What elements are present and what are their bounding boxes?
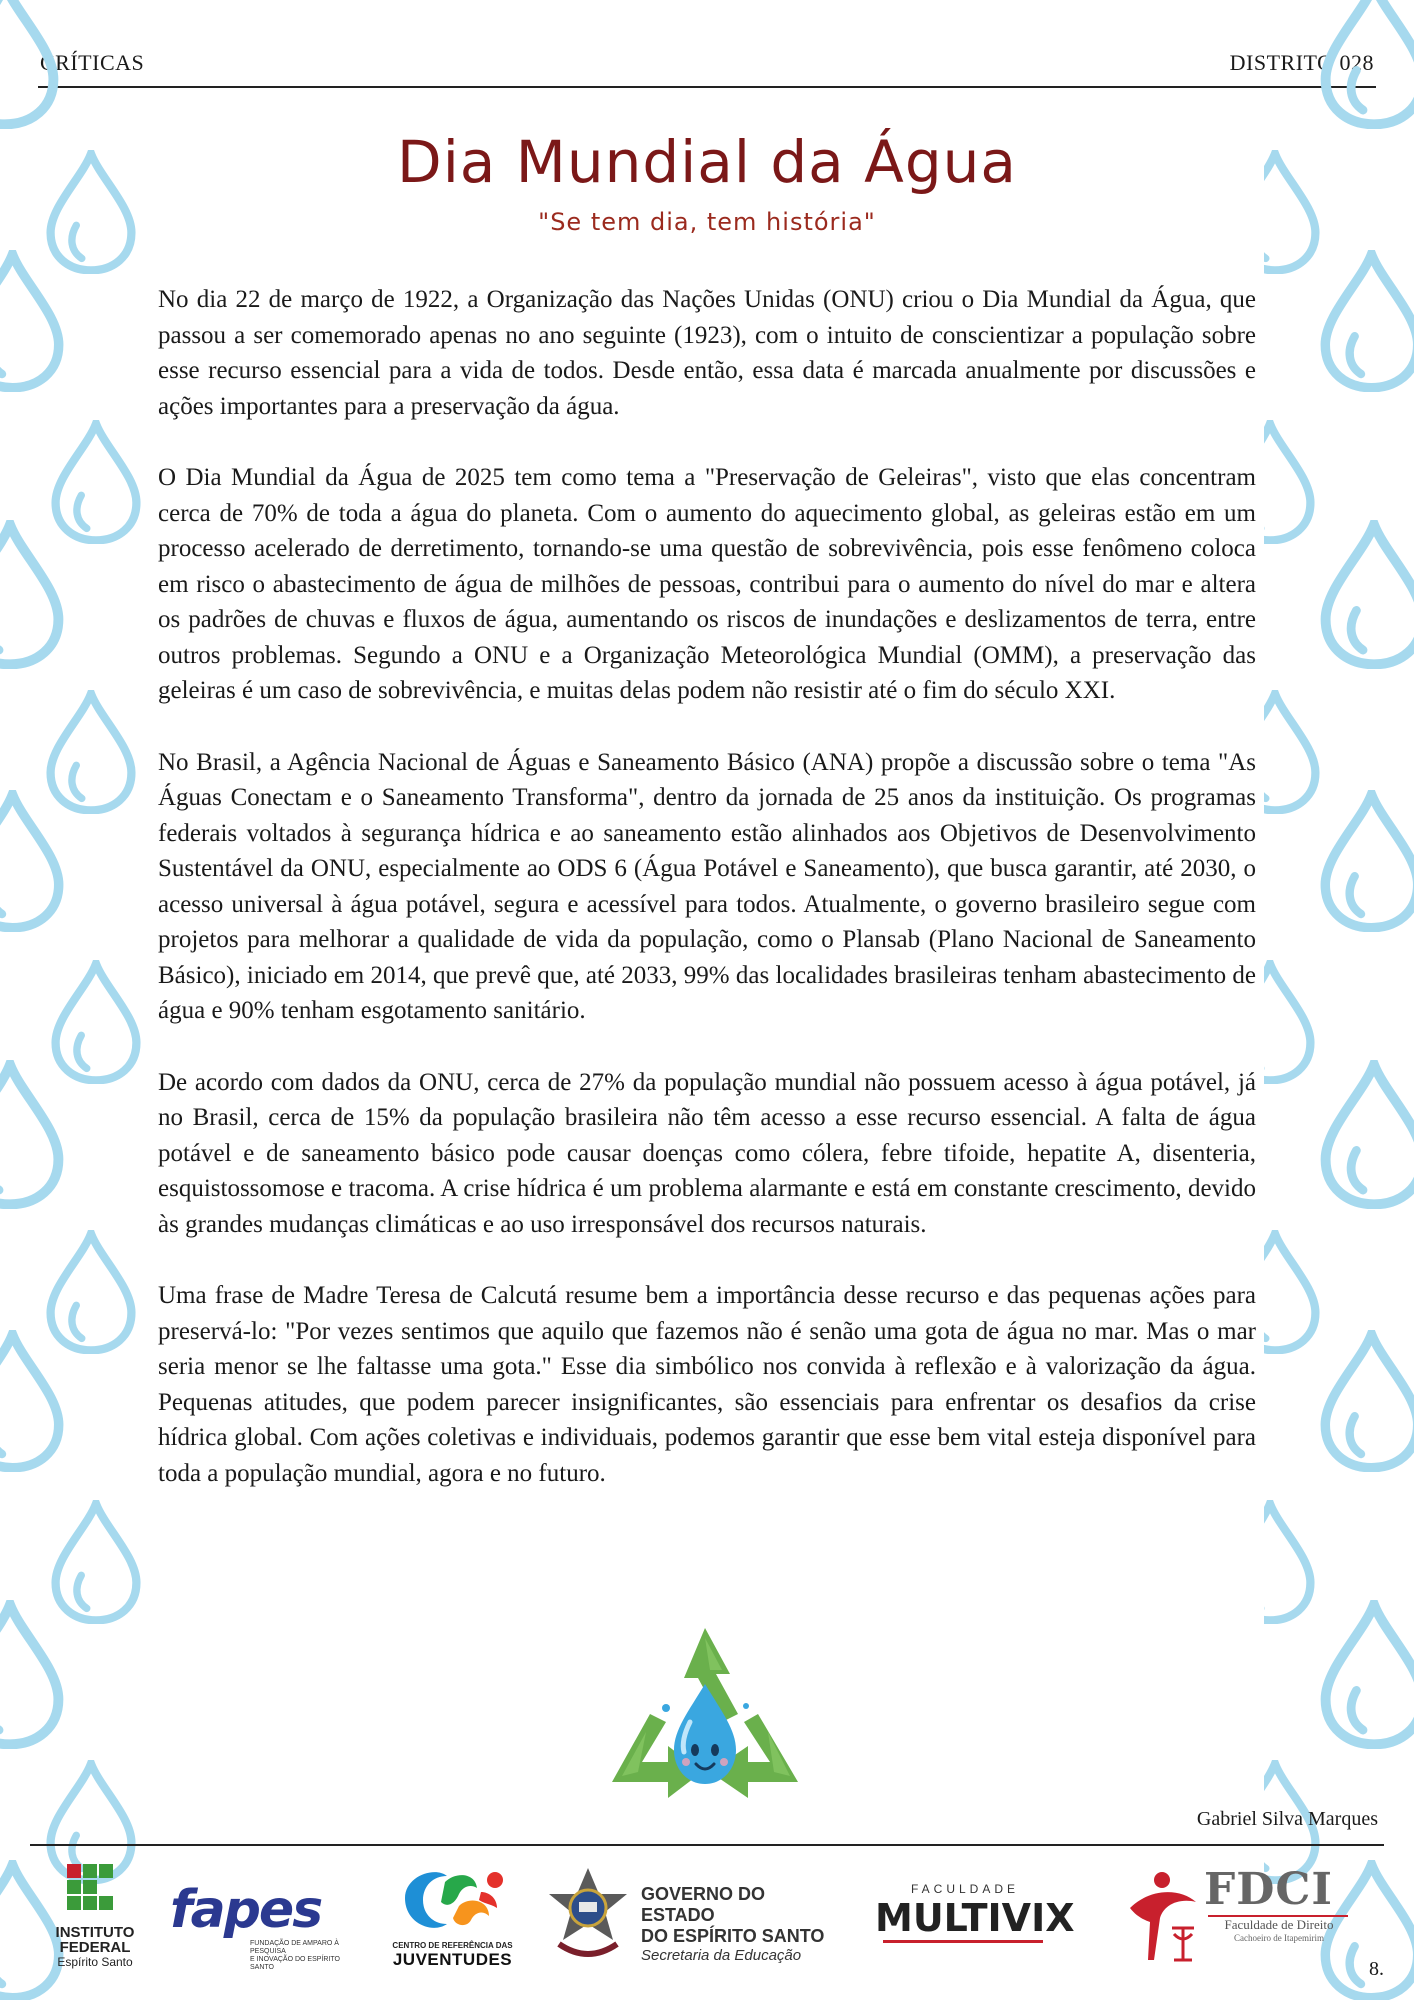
water-drop-icon: [1264, 690, 1321, 819]
governo-line2: DO ESPÍRITO SANTO: [641, 1926, 825, 1946]
water-drop-icon: [1264, 1230, 1321, 1359]
footer-logos: [40, 1862, 1354, 1972]
fdci-logo: [1120, 1862, 1360, 1972]
fdci-sub2: Cachoeiro de Itapemirim: [1234, 1933, 1324, 1943]
multivix-logo: [875, 1862, 1075, 1972]
ifes-grid-icon: [40, 1862, 150, 1920]
ifes-line1: INSTITUTO: [55, 1924, 135, 1941]
fapes-sub1: FUNDAÇÃO DE AMPARO À PESQUISA: [250, 1940, 339, 1955]
ifes-line3: Espírito Santo: [57, 1955, 133, 1969]
water-drop-icon: [1319, 0, 1414, 134]
multivix-small: FACULDADE: [910, 1882, 1020, 1896]
paragraph: De acordo com dados da ONU, cerca de 27% da população mundial não possuem acesso à água potável, já no Brasil, cerca de 15% da população brasileira não têm acesso a esse recurso essencial. A falta de água potável e de saneamento básico pode causar doenças como cólera, febre tifoide, hepatite A, disenteria, esquistossomose e tracoma. A crise hídrica é um problema alarmante e está em constante crescimento, devido às grandes mudanças climáticas e ao uso irresponsável dos recursos naturais.: [158, 1068, 1256, 1238]
fapes-wordmark: fapes: [170, 1880, 322, 1940]
governo-line1: GOVERNO DO ESTADO: [641, 1884, 766, 1925]
water-drop-icon: [0, 250, 65, 397]
water-drop-icon: [1319, 790, 1414, 937]
footer-divider: [30, 1844, 1384, 1846]
fdci-wordmark: FDCI: [1204, 1864, 1333, 1915]
water-drop-icon: [0, 1600, 65, 1754]
ifes-logo: [40, 1862, 150, 1972]
multivix-underline: [883, 1940, 1043, 1943]
water-drop-icon: [1319, 1600, 1414, 1754]
water-drop-icon: [0, 0, 60, 134]
ifes-line2: FEDERAL: [59, 1939, 131, 1956]
author-name: Gabriel Silva Marques: [1196, 1808, 1378, 1830]
left-drops-decoration: [0, 0, 150, 2000]
district-label: DISTRITO 028: [1229, 50, 1374, 75]
crj-symbol-icon: [385, 1862, 520, 1936]
page-number: 8.: [1369, 1958, 1384, 1980]
water-drop-icon: [1264, 420, 1316, 549]
governo-line3: Secretaria da Educação: [641, 1947, 802, 1964]
governo-es-logo: [545, 1862, 835, 1972]
water-drop-icon: [1264, 960, 1316, 1089]
section-label: CRÍTICAS: [40, 50, 145, 75]
water-drop-icon: [1319, 1060, 1414, 1214]
water-drop-icon: [1319, 1330, 1414, 1477]
page-subtitle: "Se tem dia, tem história": [538, 208, 876, 236]
article-body: [158, 282, 1256, 1527]
fdci-sub: Faculdade de Direito: [1224, 1917, 1334, 1932]
fapes-logo: [170, 1862, 360, 1972]
water-drop-icon: [0, 1060, 65, 1214]
water-drop-icon: [0, 1330, 65, 1477]
recycle-water-drop-illustration: [598, 1622, 812, 1812]
crj-sub: CENTRO DE REFERÊNCIA DAS: [392, 1941, 513, 1950]
water-drop-icon: [1319, 250, 1414, 397]
water-drop-icon: [1264, 1500, 1316, 1629]
water-drop-icon: [1319, 520, 1414, 674]
water-drop-icon: [0, 520, 65, 674]
page-title: Dia Mundial da Água: [397, 128, 1017, 196]
scales-of-justice-icon: [1120, 1868, 1200, 1968]
paragraph: No Brasil, a Agência Nacional de Águas e Saneamento Básico (ANA) propõe a discussão sobre o tema "As Águas Conectam e o Saneamento Transforma", dentro da jornada de 25 anos da instituição. Os programas federais voltados à segurança hídrica e ao saneamento estão alinhados aos Objetivos de Desenvolvimento Sustentável da ONU, especialmente ao ODS 6 (Água Potável e Saneamento), que busca garantir, até 2030, o acesso universal à água potável, segura e acessível para todos. Atualmente, o governo brasileiro segue com projetos para melhorar a qualidade de vida da população, como o Plansab (Plano Nacional de Saneamento Básico), iniciado em 2014, que prevê que, até 2033, 99% das localidades brasileiras tenham abastecimento de água e 90% tenham esgotamento sanitário.: [158, 748, 1256, 1024]
crj-logo: [385, 1862, 520, 1972]
water-drop-icon: [0, 790, 65, 937]
paragraph: No dia 22 de março de 1922, a Organização das Nações Unidas (ONU) criou o Dia Mundial da Água, que passou a ser comemorado apenas no ano seguinte (1923), com o intuito de conscientizar a população sobre esse recurso essencial para a vida de todos. Desde então, essa data é marcada anualmente por discussões e ações importantes para a preservação da água.: [158, 286, 1256, 420]
multivix-wordmark: MULTIVIX: [875, 1896, 1075, 1940]
crj-main: JUVENTUDES: [392, 1950, 513, 1969]
state-coat-of-arms-icon: [545, 1864, 631, 1968]
right-drops-decoration: [1264, 0, 1414, 2000]
page-header: [38, 50, 1376, 88]
paragraph: Uma frase de Madre Teresa de Calcutá resume bem a importância desse recurso e das pequenas ações para preservá-lo: "Por vezes sentimos que aquilo que fazemos não é senão uma gota de água no mar. Mas o mar seria menor se lhe faltasse uma gota." Esse dia simbólico nos convida à reflexão e à valorização da água. Pequenas atitudes, que podem parecer insignificantes, são essenciais para enfrentar os desafios da crise hídrica global. Com ações coletivas e individuais, podemos garantir que esse bem vital esteja disponível para toda a população mundial, agora e no futuro.: [158, 1282, 1256, 1487]
fapes-sub2: E INOVAÇÃO DO ESPÍRITO SANTO: [250, 1956, 340, 1971]
paragraph: O Dia Mundial da Água de 2025 tem como tema a "Preservação de Geleiras", visto que elas concentram cerca de 70% de toda a água do planeta. Com o aumento do aquecimento global, as geleiras estão em um processo acelerado de derretimento, tornando-se uma questão de sobrevivência, pois esse fenômeno coloca em risco o abastecimento de água de milhões de pessoas, contribui para o aumento do nível do mar e altera os padrões de chuvas e fluxos de água, aumentando os riscos de inundações e deslizamentos de terra, entre outros problemas. Segundo a ONU e a Organização Meteorológica Mundial (OMM), a preservação das geleiras é um caso de sobrevivência, e muitas delas podem não resistir até o fim do século XXI.: [158, 464, 1256, 704]
